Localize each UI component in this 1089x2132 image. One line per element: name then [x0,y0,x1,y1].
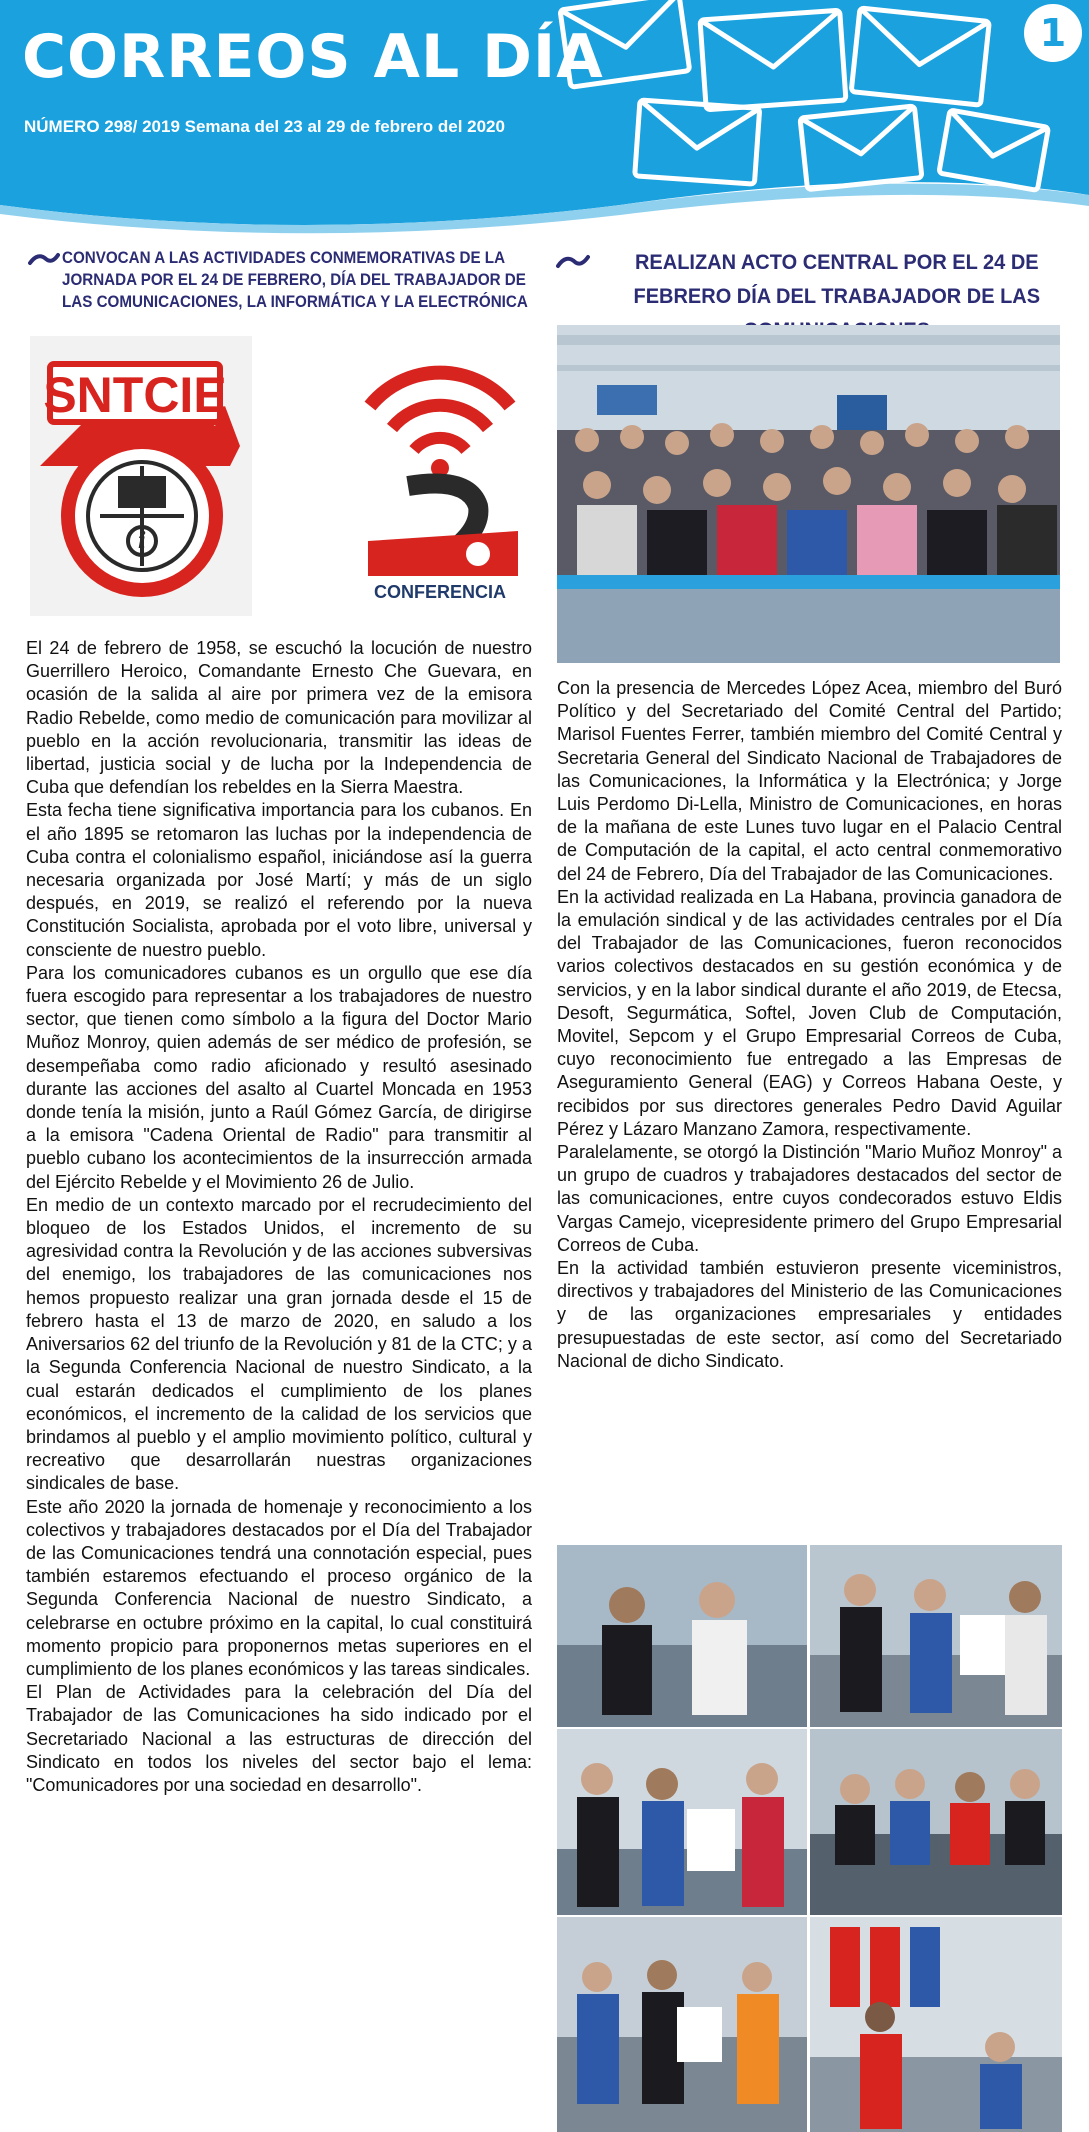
paragraph: El Plan de Actividades para la celebración del Día del Trabajador de las Comunicaciones ha sido indicado por el Secretariado Nacional a las estructuras de dirección del Sindicato en todos los niveles del sector bajo el lema: "Comunicadores por una sociedad en desarrollo". [26,1682,532,1795]
award-photo-5 [557,1917,807,2132]
award-photo-2 [810,1545,1062,1727]
paragraph: En la actividad también estuvieron presente viceministros, directivos y trabajadores del Ministerio de las Comunicaciones y de las organizaciones empresariales y entidades presupuestadas de este sector, así como del Secretariado Nacional de dicho Sindicato. [557,1258,1062,1371]
right-article-heading: REALIZAN ACTO CENTRAL POR EL 24 DE FEBRERO DÍA DEL TRABAJADOR DE LAS [633,250,1041,308]
paragraph: Esta fecha tiene significativa importancia para los cubanos. En el año 1895 se retomaron las luchas por la independencia de Cuba contra el colonialismo español, iniciándose así la guerra necesaria organizada por José Martí; y más de un siglo después, en 2019, se realizó el referendo por la nueva Constitución Socialista, aprobada por el voto libre, universal y consciente de nuestro pueblo. [26,800,532,960]
svg-text:i: i [137,528,147,554]
segunda-conferencia-logo [348,336,532,616]
award-photo-6 [810,1917,1062,2132]
paragraph: Este año 2020 la jornada de homenaje y reconocimiento a los colectivos y trabajadores destacados por el Día del Trabajador de las Comunicaciones tendrá una connotación especial, pues también estaremos efectuando el proceso orgánico de la Segunda Conferencia Nacional de nuestro Sindicato, a celebrarse en octubre próximo en la capital, lo cual constituirá momento propicio para proponernos metas superiores en el cumplimiento de los planes económicos y las tareas sindicales. [26,1496,532,1679]
award-photo-4 [810,1729,1062,1915]
left-article-body [26,637,532,1797]
paragraph: Paralelamente, se otorgó la Distinción "Mario Muñoz Monroy" a un grupo de cuadros y trabajadores destacados del sector de las comunicaciones, entre cuyos condecorados estuvo Eldis Vargas Camejo, vicepresidente primero del Grupo Empresarial Correos de Cuba. [557,1142,1063,1255]
ceremony-audience-photo [557,325,1060,663]
conference-logo-text: CONFERENCIA [373,582,507,602]
paragraph: En medio de un contexto marcado por el recrudecimiento del bloqueo de los Estados Unidos, el incremento de su agresividad contra la Revolución y de las acciones subversivas del enemigo, los trabajadores de las comunicaciones nos hemos propuesto realizar una gran jornada desde el 15 de febrero hasta el 13 de marzo de 2020, en saludo a los Aniversarios 62 del triunfo de la Revolución y 81 de la CTC; y a la Segunda Conferencia Nacional de nuestro Sindicato, a la cual estarán dedicados el cumplimiento de los planes económicos, el incremento de la calidad de los servicios que brindamos al pueblo y el amplio movimiento político, cultural y recreativo que desarrollarán nuestras organizaciones sindicales de base. [26,1194,532,1494]
paragraph: En la actividad realizada en La Habana, provincia ganadora de la emulación sindical y de las actividades centrales por el Día del Trabajador de las Comunicaciones, fueron reconocidos varios colectivos destacados en su gestión económica y de servicios, y en la labor sindical durante el año 2019, de Etecsa, Desoft, Segurmática, Softel, Joven Club de Computación, Movitel, Sepcom y el Grupo Empresarial Correos de Cuba, cuyo reconocimiento fue entregado a las Empresas de Aseguramiento General (EAG) y Correos Habana Oeste, y recibidos por sus directores generales Pedro David Aguilar Pérez y Lázaro Manzano Zamora, respectivamente. [557,886,1062,1139]
issue-line: NÚMERO 298/ 2019 Semana del 23 al 29 de febrero del 2020 [24,117,505,136]
newsletter-title: CORREOS AL DÍA [22,22,604,92]
wave-bullet-icon [556,252,590,270]
left-article-heading: CONVOCAN A LAS ACTIVIDADES CONMEMORATIVAS DE LA JORNADA POR EL 24 DE FEBRERO, DÍA DEL TRABAJADOR DE LAS COMUNICACIONES, LA INFORMÁTICA Y LA ELECTRÓNICA [62,249,528,311]
wave-bullet-icon [28,250,60,266]
masthead [0,0,1089,240]
sntcie-logo [30,336,252,616]
award-photo-1 [557,1545,807,1727]
paragraph: Con la presencia de Mercedes López Acea, miembro del Buró Político y del Secretariado del Comité Central del Partido; Marisol Fuentes Ferrer, también miembro del Comité Central y Secretaria General del Sindicato Nacional de Trabajadores de las Comunicaciones, la Informática y la Electrónica; y Jorge Luis Perdomo Di-Lella, Ministro de Comunicaciones, en horas de la mañana de este Lunes tuvo lugar en el Palacio Central de Computación de la capital, el acto central conmemorativo del 24 de Febrero, Día del Trabajador de las Comunicaciones. [557,678,1062,884]
paragraph: El 24 de febrero de 1958, se escuchó la locución de nuestro Guerrillero Heroico, Comandante Ernesto Che Guevara, en ocasión de la salida al aire por primera vez de la emisora Radio Rebelde, como medio de comunicación para movilizar al pueblo en la acción revolucionaria, transmitir las ideas de libertad, justicia social y de lucha por la Independencia de Cuba que defendían los rebeldes en la Sierra Maestra. [26,638,532,798]
right-article-body [557,677,1062,1373]
sntcie-logo-text: SNTCIE [43,367,227,423]
award-photo-3 [557,1729,807,1915]
page-number: 1 [1024,4,1082,62]
paragraph: Para los comunicadores cubanos es un orgullo que ese día fuera escogido para representar a los trabajadores de nuestro sector, que tienen como símbolo a la figura del Doctor Mario Muñoz Monroy, quien además de ser médico de profesión, se desempeñaba como radio aficionado y resultó asesinado durante las acciones del asalto al Cuartel Moncada en 1953 donde tenía la misión, junto a Raúl Gómez García, de dirigirse a la emisora "Cadena Oriental de Radio" para transmitir al pueblo cubano los acontecimientos de la insurrección armada del Ejército Rebelde y el Movimiento 26 de Julio. [26,962,532,1192]
